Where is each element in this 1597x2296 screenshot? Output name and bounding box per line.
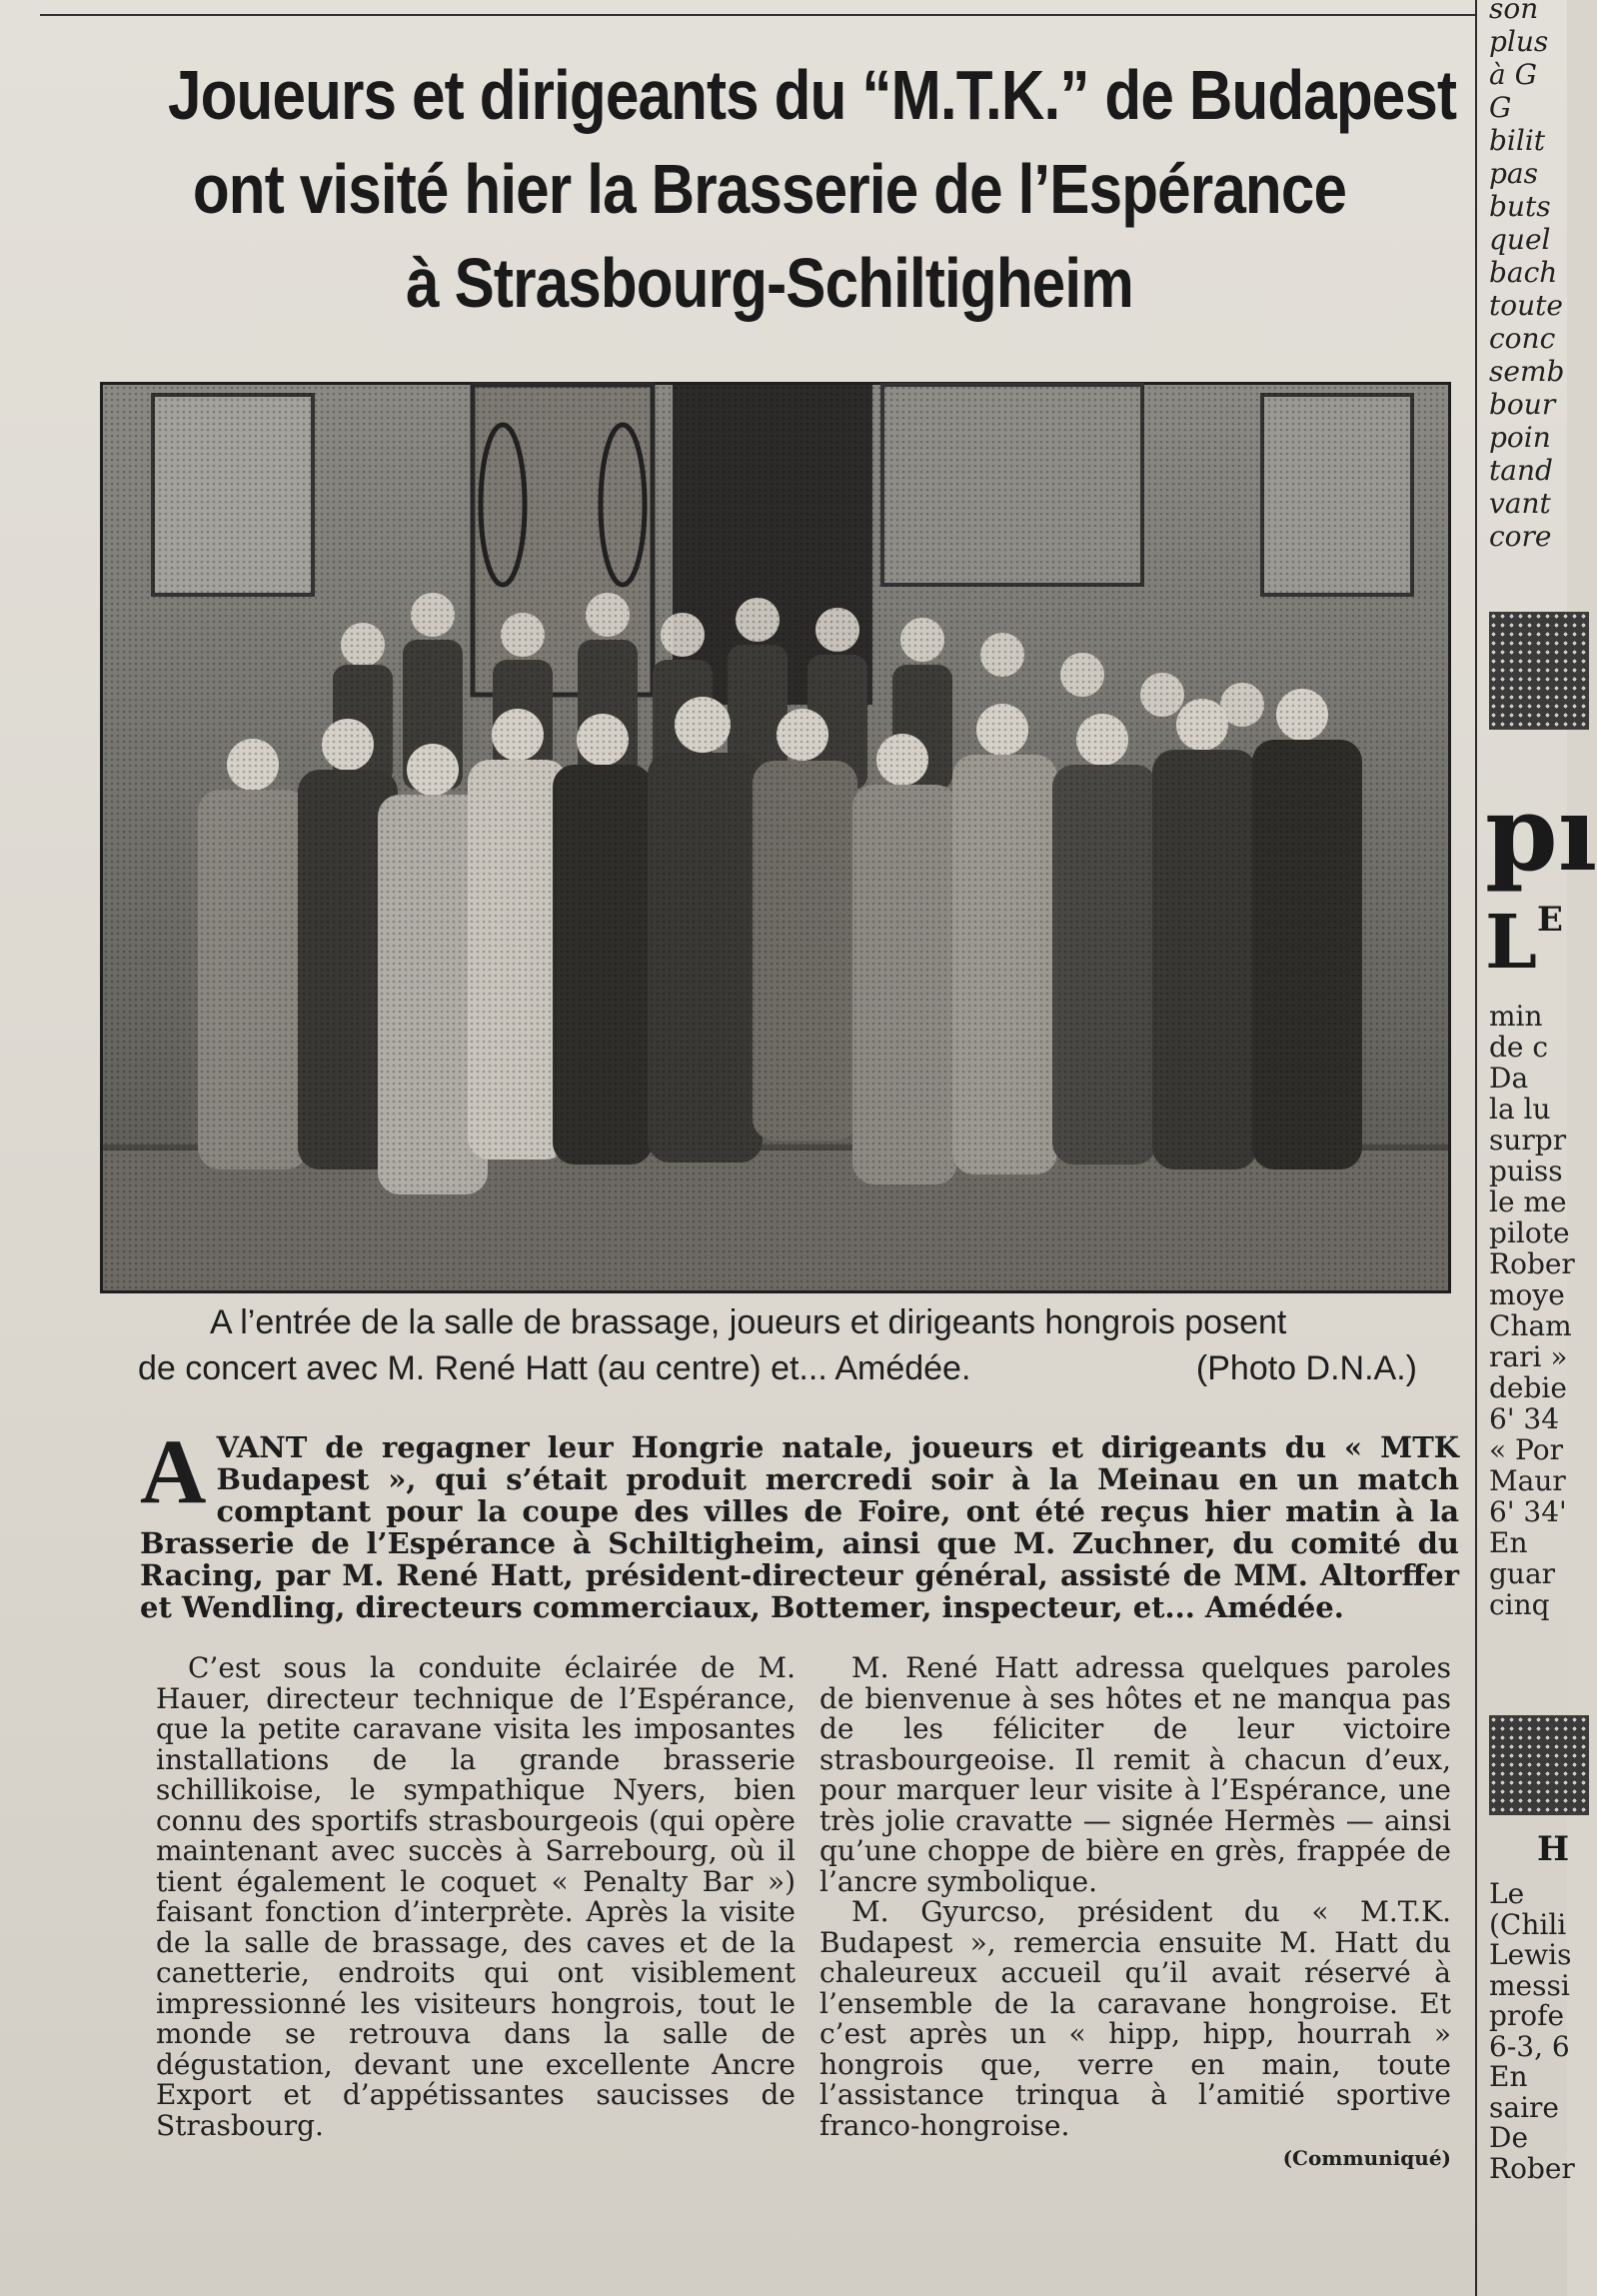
side-text-fragment: son	[1489, 0, 1539, 25]
drop-cap: A	[140, 1420, 207, 1522]
side-text-fragment: min	[1489, 1000, 1543, 1033]
side-text-fragment: pilote	[1489, 1216, 1570, 1249]
side-text-fragment: core	[1489, 520, 1552, 553]
body-paragraph: C’est sous la conduite éclairée de M. Hauer, directeur technique de l’Espérance, que la petite caravane visita les imposantes installations de la grande brasserie schillikoise, le sympathique Nyers, bien connu des sportifs strasbourgeois (qui opère maintenant avec succès à Sarrebourg, où il tient également le coquet « Penalty Bar ») faisant fonction d’interprète. Après la visite de la salle de brassage, des caves et de la canetterie, endroits qui ont visiblement impressionné les visiteurs hongrois, tout le monde se retrouva dans la salle de dégustation, devant une excellente Ancre Export et d’appétissantes saucisses de Strasbourg.	[156, 1651, 796, 2142]
side-text-fragment: debie	[1489, 1371, 1567, 1404]
side-text-fragment: En	[1489, 1526, 1528, 1559]
side-text-fragment: bilit	[1489, 124, 1546, 157]
lead-paragraph	[140, 1420, 1459, 1624]
column-divider-rule	[1475, 0, 1477, 2296]
top-rule-line	[40, 14, 1477, 16]
photo-illustration	[103, 385, 1448, 1290]
side-text-fragment: En	[1489, 2060, 1528, 2093]
side-text-fragment: cinq	[1489, 1588, 1550, 1621]
side-text-fragment: buts	[1489, 190, 1551, 223]
side-text-fragment: Rober	[1489, 1247, 1575, 1280]
photo-caption	[138, 1299, 1457, 1391]
body-column-right	[819, 1653, 1451, 2174]
side-text-fragment: de c	[1489, 1031, 1549, 1064]
side-text-fragment: puiss	[1489, 1154, 1563, 1187]
side-text-fragment: Da	[1489, 1062, 1529, 1095]
side-text-fragment: quel	[1489, 223, 1551, 256]
headline-line-2: ont visité hier la Brasserie de l’Espérance	[192, 150, 1347, 228]
adjacent-column-fragment	[1485, 0, 1597, 2296]
top-page-rule	[0, 0, 1567, 22]
side-text-fragment: profe	[1489, 1999, 1565, 2032]
photo-credit: (Photo D.N.A.)	[1195, 1349, 1417, 1387]
side-text-fragment: « Por	[1489, 1433, 1563, 1466]
body-paragraph: M. Gyurcso, président du « M.T.K. Budapest », remercia ensuite M. Hatt du chaleureux accueil qu’il avait réservé à l’ensemble de la caravane hongroise. Et c’est après un « hipp, hipp, hourrah » hongrois que, verre en main, toute l’assistance trinqua à l’amitié sportive franco-hongroise.	[819, 1895, 1451, 2142]
side-text-fragment: le me	[1489, 1185, 1567, 1218]
side-text-fragment: Lewis	[1489, 1938, 1572, 1971]
side-text-fragment: 6' 34	[1489, 1402, 1560, 1435]
side-text-fragment: guar	[1489, 1557, 1556, 1590]
caption-line-2-row	[138, 1345, 1457, 1391]
side-text-fragment: saire	[1489, 2090, 1559, 2124]
side-text-fragment: Rober	[1489, 2151, 1575, 2185]
side-drop-cap-small: E	[1537, 900, 1563, 940]
side-text-fragment: Maur	[1489, 1464, 1566, 1497]
side-text-fragment: bach	[1489, 256, 1558, 289]
side-text-fragment: 6' 34'	[1489, 1495, 1567, 1528]
side-text-fragment: pas	[1489, 157, 1538, 190]
caption-line-1: A l’entrée de la salle de brassage, joueurs et dirigeants hongrois posent	[210, 1303, 1287, 1341]
side-drop-cap-letter: L	[1485, 900, 1538, 986]
caption-line-2: de concert avec M. René Hatt (au centre) et... Amédée.	[138, 1349, 971, 1387]
article-credit: (Communiqué)	[1282, 2146, 1451, 2170]
side-text-fragment: Le	[1489, 1877, 1525, 1910]
side-text-fragment: la lu	[1489, 1093, 1551, 1126]
side-text-fragment: messi	[1489, 1968, 1570, 2002]
body-column-left	[156, 1653, 796, 2141]
lead-text: VANT de regagner leur Hongrie natale, joueurs et dirigeants du « MTK Budapest », qui s’était produit mercredi soir à la Meinau en un match comptant pour la coupe des villes de Foire, ont été reçus hier matin à la Brasserie de l’Espérance à Schiltigheim, ainsi que M. Zuchner, du comité du Racing, par M. René Hatt, président-directeur général, assisté de MM. Altorffer et Wendling, directeurs commerciaux, Bottemer, inspecteur, et... Amédée.	[140, 1430, 1459, 1624]
side-h-letter: H	[1537, 1829, 1570, 1869]
side-text-fragment: moye	[1489, 1278, 1565, 1311]
side-text-fragment: toute	[1489, 289, 1563, 322]
side-text-fragment: 6-3, 6	[1489, 2029, 1570, 2063]
side-halftone-block	[1489, 612, 1589, 730]
side-text-fragment: tand	[1489, 454, 1553, 487]
side-text-fragment: vant	[1489, 487, 1551, 520]
side-text-fragment: poin	[1489, 421, 1551, 454]
headline-line-3: à Strasbourg-Schiltigheim	[406, 244, 1133, 322]
side-text-fragment: à G	[1489, 58, 1537, 91]
article-headline	[168, 48, 1457, 330]
side-text-fragment: plus	[1489, 25, 1549, 58]
body-paragraph: M. René Hatt adressa quelques paroles de bienvenue à ses hôtes et ne manqua pas de les féliciter de leur victoire strasbourgeoise. Il remit à chacun d’eux, pour marquer leur visite à l’Espérance, une très jolie cravatte — signée Hermès — ainsi qu’une choppe de bière en grès, frappée de l’ancre symbolique.	[819, 1651, 1451, 1898]
side-text-fragment: conc	[1489, 322, 1556, 355]
side-text-fragment: bour	[1489, 388, 1556, 421]
headline-line-1: Joueurs et dirigeants du “M.T.K.” de Budapest	[168, 56, 1457, 134]
side-text-fragment: semb	[1489, 355, 1565, 388]
side-text-fragment: Cham	[1489, 1309, 1572, 1342]
side-text-fragment: (Chili	[1489, 1907, 1567, 1941]
side-text-fragment: G	[1489, 91, 1512, 124]
side-drop-cap	[1485, 900, 1563, 986]
side-text-fragment: surpr	[1489, 1124, 1567, 1156]
side-big-letters: pı	[1485, 772, 1597, 895]
side-text-fragment: rari »	[1489, 1340, 1568, 1373]
group-photo	[100, 382, 1451, 1293]
side-text-fragment: De	[1489, 2121, 1529, 2154]
side-halftone-block-2	[1489, 1715, 1589, 1815]
